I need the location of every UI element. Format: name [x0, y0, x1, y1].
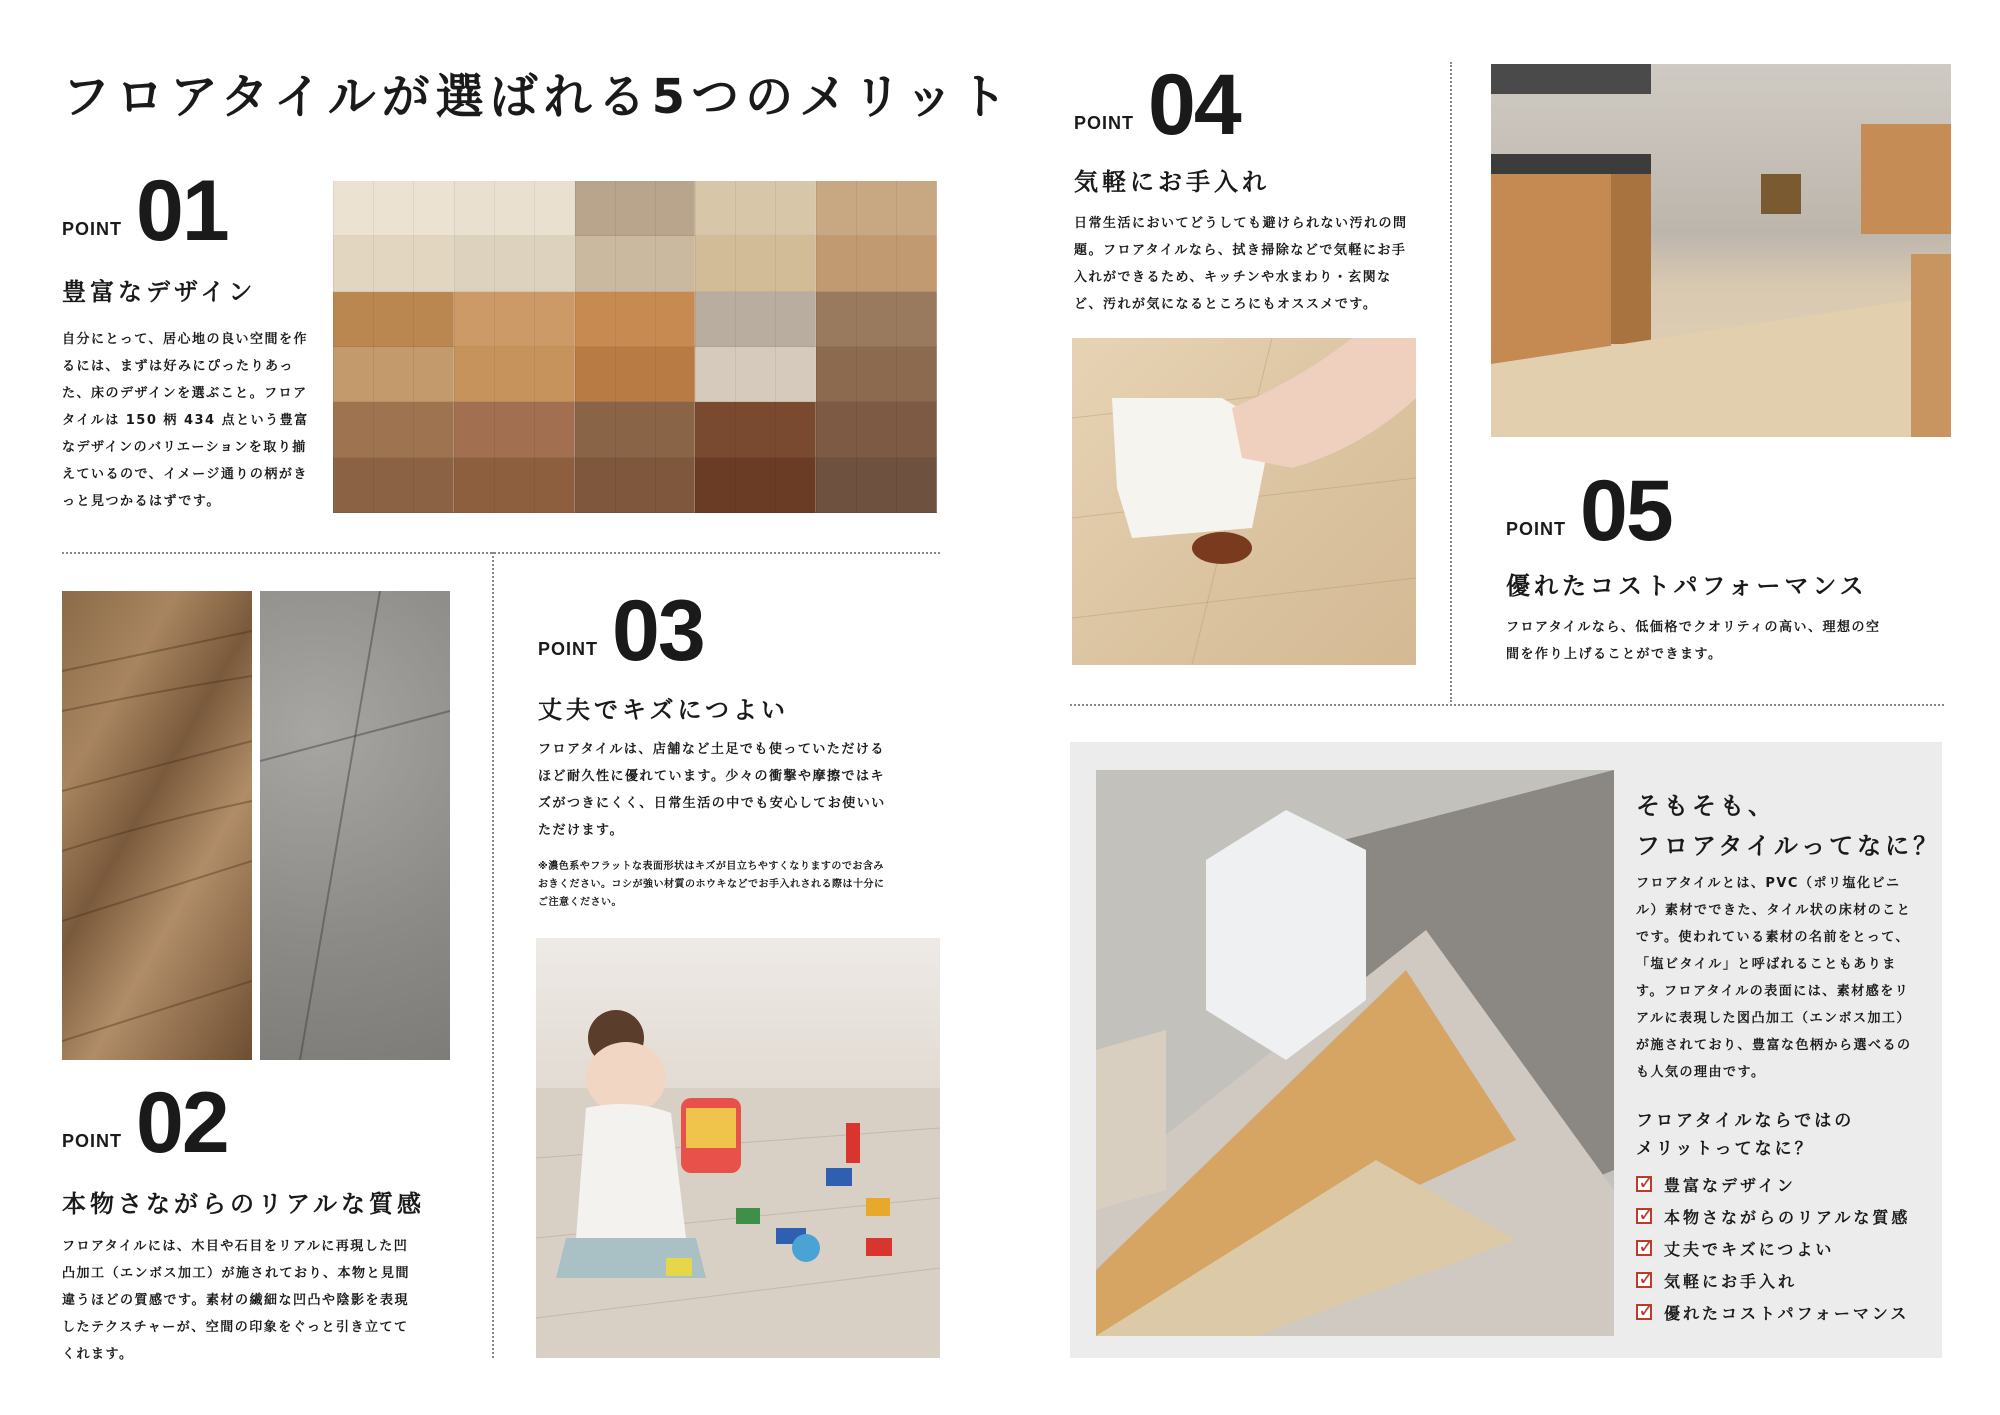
wood-swatch — [333, 236, 454, 291]
checkbox-icon — [1636, 1272, 1652, 1288]
panel-body: フロアタイルとは、PVC（ポリ塩化ビニル）素材でできた、タイル状の床材のことです。使われている素材の名前をとって、「塩ビタイル」と呼ばれることもあります。フロアタイルの表面には、素材感をリアルに表現した図凸加工（エンボス加工）が施されており、豊富な色柄から選べるのも人気の理由です。 — [1636, 876, 1912, 1080]
point-word: POINT — [538, 639, 599, 659]
page-title: フロアタイルが選ばれる5つのメリット — [62, 69, 1014, 125]
point-03-heading: 丈夫でキズにつよい — [538, 696, 790, 724]
wood-swatch — [695, 292, 816, 347]
wood-swatch — [333, 292, 454, 347]
wood-swatch — [575, 292, 696, 347]
point-number: 02 — [136, 1075, 228, 1171]
point-word: POINT — [62, 1131, 123, 1151]
child-playing-photo — [536, 938, 940, 1358]
wood-texture-photo — [62, 591, 252, 1060]
divider — [492, 552, 494, 1358]
divider — [1450, 62, 1452, 702]
point-02-heading: 本物さながらのリアルな質感 — [62, 1190, 426, 1218]
list-item — [1636, 1200, 1910, 1232]
panel-subheading-line1: フロアタイルならではの — [1636, 1111, 1855, 1131]
wood-swatch — [454, 402, 575, 457]
point-04-heading: 気軽にお手入れ — [1074, 168, 1270, 196]
list-item — [1636, 1168, 1910, 1200]
point-01-body: 自分にとって、居心地の良い空間を作るには、まずは好みにぴったりあった、床のデザインを選ぶこと。フロアタイルは 150 柄 434 点という豊富なデザインのバリエーションを取り揃えているので、イメージ通りの柄がきっと見つかるはずです。 — [62, 332, 309, 509]
wood-swatch — [695, 181, 816, 236]
checkbox-icon — [1636, 1240, 1652, 1256]
list-item — [1636, 1264, 1910, 1296]
panel-subheading-line2: メリットってなに？ — [1636, 1139, 1815, 1159]
panel-heading-line2: フロアタイルってなに？ — [1636, 832, 1942, 860]
kitchen-interior-photo — [1491, 64, 1951, 437]
point-05-body: フロアタイルなら、低価格でクオリティの高い、理想の空間を作り上げることができます。 — [1506, 620, 1881, 662]
wood-swatch — [454, 292, 575, 347]
point-03-label — [538, 583, 704, 679]
point-04-body: 日常生活においてどうしても避けられない汚れの問題。フロアタイルなら、拭き掃除などで気軽にお手入れができるため、キッチンや水まわり・玄関など、汚れが気になるところにもオススメです。 — [1074, 216, 1408, 312]
point-05-heading: 優れたコストパフォーマンス — [1506, 572, 1868, 600]
wood-swatch — [454, 458, 575, 513]
wood-swatch — [454, 347, 575, 402]
checklist-label: 優れたコストパフォーマンス — [1664, 1303, 1910, 1323]
point-02-label — [62, 1075, 228, 1171]
point-02-body: フロアタイルには、木目や石目をリアルに再現した凹凸加工（エンボス加工）が施されており、本物と見間違うほどの質感です。素材の繊細な凹凸や陰影を表現したテクスチャーが、空間の印象をぐっと引き立ててくれます。 — [62, 1239, 411, 1362]
wood-swatch — [695, 347, 816, 402]
wood-swatch — [333, 458, 454, 513]
wood-swatch — [695, 402, 816, 457]
point-01-label — [62, 163, 228, 259]
point-word: POINT — [1074, 113, 1135, 133]
wood-swatch-grid — [333, 181, 937, 513]
stone-texture-photo — [260, 591, 450, 1060]
point-01-heading: 豊富なデザイン — [62, 278, 257, 306]
wood-swatch — [575, 347, 696, 402]
checklist-label: 本物さながらのリアルな質感 — [1664, 1207, 1911, 1227]
point-word: POINT — [1506, 519, 1567, 539]
checklist-label: 気軽にお手入れ — [1664, 1271, 1798, 1291]
merit-checklist — [1636, 1168, 1910, 1328]
checkbox-icon — [1636, 1304, 1652, 1320]
wood-swatch — [816, 236, 937, 291]
point-04-label — [1074, 57, 1240, 153]
list-item — [1636, 1296, 1910, 1328]
wiping-floor-photo — [1072, 338, 1416, 665]
panel-heading-line1: そもそも、 — [1636, 792, 1776, 820]
wood-swatch — [575, 402, 696, 457]
wood-swatch — [816, 292, 937, 347]
point-03-body: フロアタイルは、店舗など土足でも使っていただけるほど耐久性に優れています。少々の衝撃や摩擦ではキズがつきにくく、日常生活の中でも安心してお使いいただけます。 — [538, 742, 886, 838]
wood-swatch — [816, 347, 937, 402]
point-number: 04 — [1148, 57, 1240, 153]
wood-swatch — [454, 236, 575, 291]
divider — [62, 552, 940, 554]
wood-swatch — [333, 181, 454, 236]
divider — [1070, 704, 1944, 706]
wood-swatch — [333, 402, 454, 457]
wood-swatch — [816, 181, 937, 236]
checkbox-icon — [1636, 1208, 1652, 1224]
point-number: 01 — [136, 163, 228, 259]
point-word: POINT — [62, 219, 123, 239]
checklist-label: 丈夫でキズにつよい — [1664, 1239, 1835, 1259]
wood-swatch — [695, 236, 816, 291]
wood-swatch — [575, 181, 696, 236]
wood-swatch — [816, 402, 937, 457]
wood-swatch — [816, 458, 937, 513]
wood-swatch — [575, 236, 696, 291]
checkbox-icon — [1636, 1176, 1652, 1192]
checklist-label: 豊富なデザイン — [1664, 1175, 1796, 1195]
wood-swatch — [575, 458, 696, 513]
floor-tile-samples-photo — [1096, 770, 1614, 1336]
wood-swatch — [695, 458, 816, 513]
point-number: 03 — [612, 583, 704, 679]
point-03-note: ※濃色系やフラットな表面形状はキズが目立ちやすくなりますのでお含みおきください。コシが強い材質のホウキなどでお手入れされる際は十分にご注意ください。 — [538, 861, 885, 908]
list-item — [1636, 1232, 1910, 1264]
wood-swatch — [454, 181, 575, 236]
wood-swatch — [333, 347, 454, 402]
point-05-label — [1506, 463, 1672, 559]
point-number: 05 — [1580, 463, 1672, 559]
